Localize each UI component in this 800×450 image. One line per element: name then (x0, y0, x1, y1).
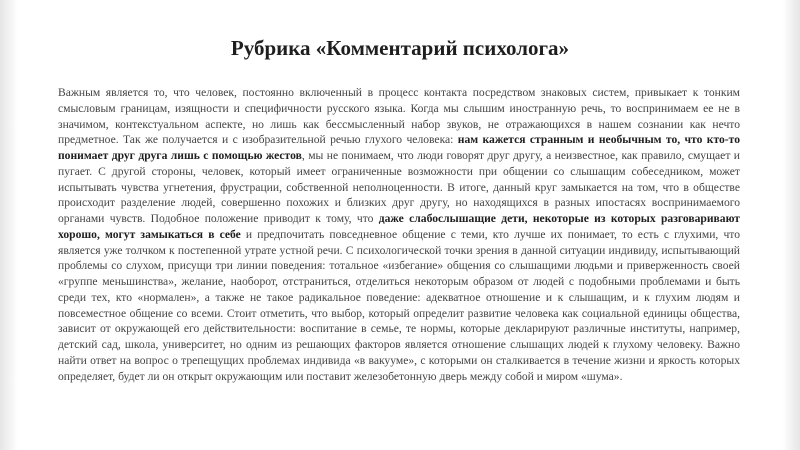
body-text-emphasis: нам кажется странным и необычным то, что кто-то понимает друг друга лишь с помощью жестов (58, 133, 740, 162)
body-text-segment: , мы не понимаем, что люди говорят друг другу, а неизвестное, как правило, смущает и пугает. С другой стороны, человек, который имеет ограниченные возможности при общении со слышащим собеседником, может испытывать чувства угнетения, фрустрации, собственной неполноценности. В итоге, данный круг замыкается на том, что в обществе происходит разделение людей, совершенно похожих и близких друг другу, но находящихся в разных ипостасях воспринимаемого органами чувств. Подобное положение приводит к тому, что (58, 149, 741, 225)
right-edge-shadow (782, 0, 800, 450)
body-text-emphasis: даже слабослышащие дети, некоторые из которых разговаривают хорошо, могут замыкаться в себе (58, 212, 740, 241)
body-paragraph (58, 85, 740, 384)
body-text-segment: и предпочитать повседневное общение с теми, кто лучше их понимает, то есть с глухими, что является уже толчком к постепенной утрате устной речи. С психологической точки зрения в данной ситуации индивиду, испытывающий проблемы со слухом, присущи три линии поведения: тотальное «избегание» общения со слышащими людьми и приверженность своей «группе меньшинства», желание, наоборот, отстраниться, отделиться некоторым образом от людей с подобными проблемами и быть среди тех, кто «нормален», а также не такое радикальное поведение: адекватное отношение и к слышащим, и к глухим людям и повсеместное общение со всеми. Стоит отметить, что выбор, который определит развитие человека как социальной единицы общества, зависит от окружающей его действительности: воспитание в семье, те нормы, которые декларируют различные институты, например, детский сад, школа, университет, но одним из решающих факторов является отношение слышащих людей к глухому человеку. Важно найти ответ на вопрос о трепещущих проблемах индивида «в вакууме», с которыми он сталкивается в течение жизни и яркость которых определяет, будет ли он открыт окружающим или поставит железобетонную дверь между собой и миром «шума». (58, 227, 740, 383)
left-edge-shadow (0, 0, 18, 450)
body-text-segment: Важным является то, что человек, постоянно включенный в процесс контакта посредством знаковых систем, привыкает к тонким смысловым границам, изящности и специфичности русского языка. Когда мы слышим иностранную речь, то воспринимаем ее не в значимом, контекстуальном аспекте, но лишь как бессмысленный набор звуков, не отражающихся в нашем сознании как нечто предметное. Так же получается и с изобразительной речью глухого человека: (58, 86, 740, 147)
slide-title: Рубрика «Комментарий психолога» (230, 36, 570, 60)
